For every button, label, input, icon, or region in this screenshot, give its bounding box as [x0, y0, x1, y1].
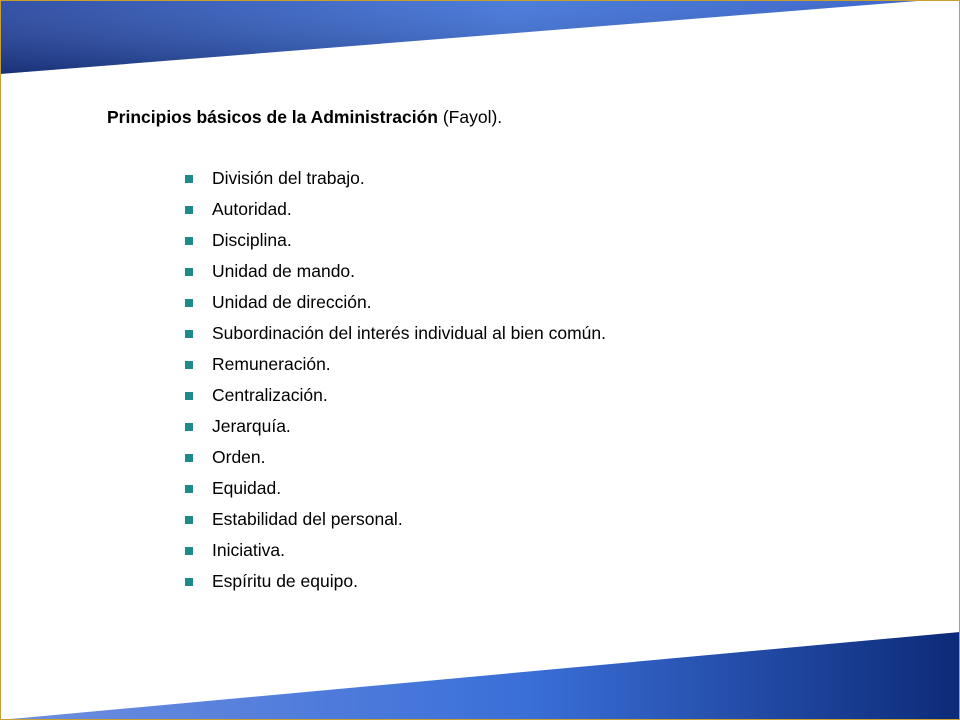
- list-item: [183, 166, 606, 197]
- square-bullet-icon: [185, 454, 193, 462]
- list-item: [183, 538, 606, 569]
- list-item: [183, 383, 606, 414]
- list-item: [183, 445, 606, 476]
- bottom-banner: [0, 632, 960, 720]
- title-suffix: (Fayol).: [437, 107, 503, 127]
- list-item-label: Unidad de mando.: [212, 261, 356, 281]
- slide-title: [107, 106, 502, 128]
- principles-list: [183, 166, 606, 600]
- list-item-label: Autoridad.: [212, 199, 292, 219]
- list-item: [183, 414, 606, 445]
- list-item-label: Equidad.: [212, 478, 282, 498]
- square-bullet-icon: [185, 392, 193, 400]
- square-bullet-icon: [185, 237, 193, 245]
- title-bold: Principios básicos de la Administración: [107, 107, 438, 127]
- list-item-label: Remuneración.: [212, 354, 331, 374]
- list-item: [183, 290, 606, 321]
- list-item: [183, 352, 606, 383]
- square-bullet-icon: [185, 578, 193, 586]
- square-bullet-icon: [185, 361, 193, 369]
- square-bullet-icon: [185, 330, 193, 338]
- list-item: [183, 197, 606, 228]
- list-item: [183, 259, 606, 290]
- list-item: [183, 321, 606, 352]
- square-bullet-icon: [185, 485, 193, 493]
- list-item-label: Unidad de dirección.: [212, 292, 372, 312]
- list-item-label: Espíritu de equipo.: [212, 571, 358, 591]
- list-item: [183, 507, 606, 538]
- list-item-label: Orden.: [212, 447, 266, 467]
- list-item-label: Estabilidad del personal.: [212, 509, 403, 529]
- list-item-label: División del trabajo.: [212, 168, 365, 188]
- list-item: [183, 569, 606, 600]
- list-item-label: Centralización.: [212, 385, 328, 405]
- square-bullet-icon: [185, 423, 193, 431]
- square-bullet-icon: [185, 268, 193, 276]
- list-item-label: Jerarquía.: [212, 416, 291, 436]
- list-item: [183, 476, 606, 507]
- list-item-label: Subordinación del interés individual al bien común.: [212, 323, 606, 343]
- square-bullet-icon: [185, 206, 193, 214]
- square-bullet-icon: [185, 175, 193, 183]
- square-bullet-icon: [185, 516, 193, 524]
- list-item-label: Disciplina.: [212, 230, 292, 250]
- list-item-label: Iniciativa.: [212, 540, 285, 560]
- square-bullet-icon: [185, 547, 193, 555]
- list-item: [183, 228, 606, 259]
- square-bullet-icon: [185, 299, 193, 307]
